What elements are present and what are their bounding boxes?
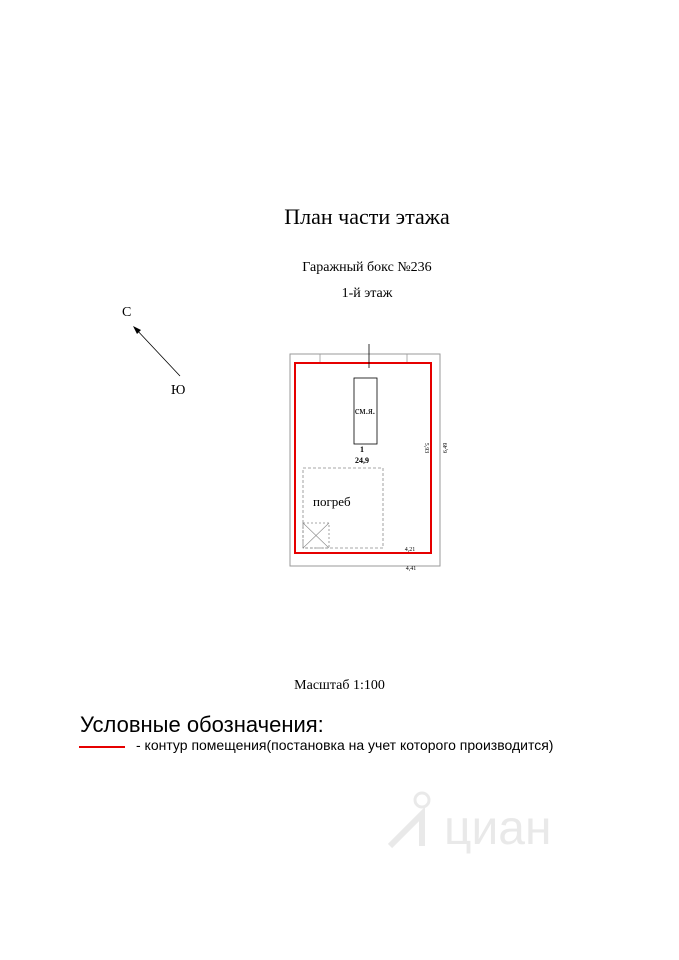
compass-north-label: С (122, 305, 132, 320)
pit-label: см.я. (354, 406, 376, 417)
dim-inner-width: 4,21 (404, 547, 416, 553)
page-title: План части этажа (284, 204, 450, 229)
floor-plan (242, 340, 482, 580)
legend-title: Условные обозначения: (80, 712, 324, 737)
compass-south-label: Ю (171, 383, 186, 398)
legend-item-text: - контур помещения(постановка на учет которого производится) (136, 737, 554, 753)
floor-label: 1-й этаж (341, 286, 393, 301)
compass (100, 298, 210, 408)
watermark-text: циан (444, 802, 552, 855)
object-subtitle: Гаражный бокс №236 (302, 260, 432, 275)
dim-inner-length: 5,93 (423, 442, 429, 454)
dim-outer-length: 6,49 (443, 442, 449, 454)
compass-arrow-line (135, 328, 180, 376)
room-number: 1 (360, 445, 364, 454)
cian-logo-icon (390, 793, 429, 846)
dim-outer-width: 4,41 (405, 566, 417, 572)
cellar-label: погреб (313, 494, 351, 509)
legend-red-line (79, 746, 125, 748)
room-area: 24,9 (355, 456, 369, 465)
watermark (382, 786, 592, 856)
scale-label: Масштаб 1:100 (294, 678, 385, 693)
